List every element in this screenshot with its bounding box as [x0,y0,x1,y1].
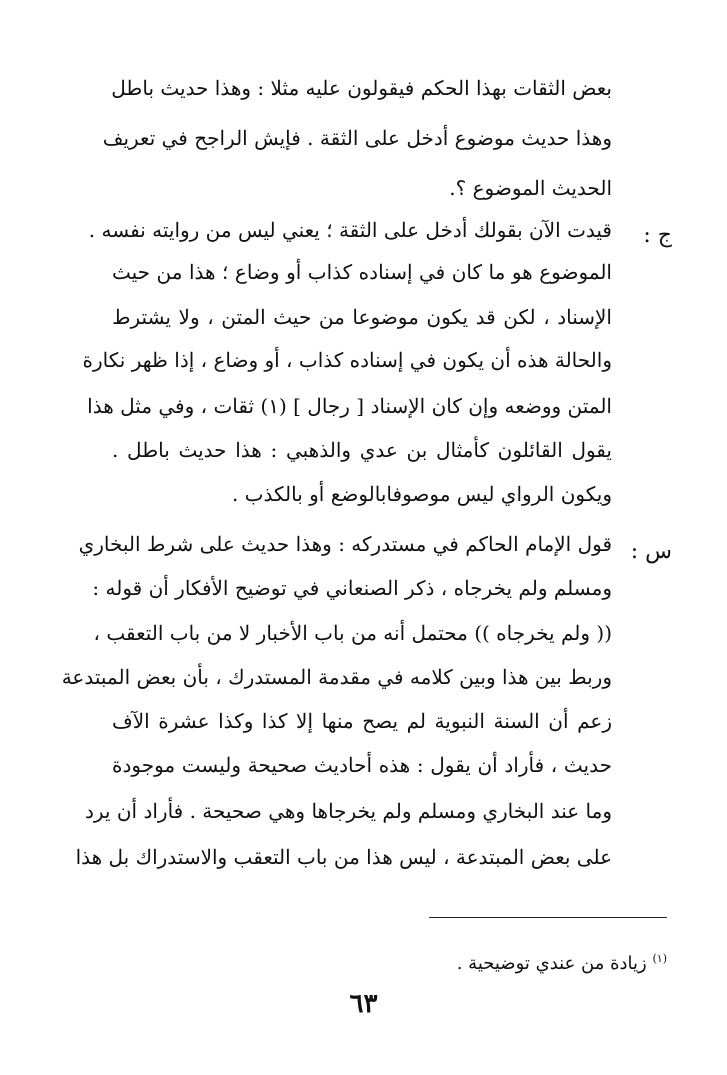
footnote-separator [429,917,667,918]
page-number: ٦٣ [349,989,378,1019]
body-line-4: قيدت الآن بقولك أدخل على الثقة ؛ يعني ليس من روايته نفسه . [88,218,612,242]
body-line-18: على بعض المبتدعة ، ليس هذا من باب التعقب والاستدراك بل هذا [75,845,612,869]
answer-marker: ج : [643,223,672,248]
footnote-text: زيادة من عندي توضيحية . [456,953,647,974]
body-line-7: والحالة هذه أن يكون في إسناده كذاب ، أو وضاع ، إذا ظهر نكارة [82,348,612,372]
body-line-17: وما عند البخاري ومسلم ولم يخرجاها وهي صحيحة . فأراد أن يرد [84,799,612,823]
body-line-2: وهذا حديث موضوع أدخل على الثقة . فإيش الراجح في تعريف [102,126,612,150]
body-line-5: الموضوع هو ما كان في إسناده كذاب أو وضاع ؛ هذا من حيث [112,260,612,284]
body-line-1: بعض الثقات بهذا الحكم فيقولون عليه مثلا : وهذا حديث باطل [111,76,612,100]
body-line-11: قول الإمام الحاكم في مستدركه : وهذا حديث على شرط البخاري [78,532,612,556]
body-line-9: يقول القائلون كأمثال بن عدي والذهبي : هذا حديث باطل . [112,438,612,462]
body-line-3: الحديث الموضوع ؟. [449,176,612,200]
body-line-6: الإسناد ، لكن قد يكون موضوعا من حيث المتن ، ولا يشترط [112,305,612,329]
footnote-ref: (١) [652,952,667,965]
body-line-16: حديث ، فأراد أن يقول : هذه أحاديث صحيحة وليست موجودة [112,753,612,777]
question-marker: س : [630,539,672,564]
body-line-12: ومسلم ولم يخرجاه ، ذكر الصنعاني في توضيح الأفكار أن قوله : [92,576,612,600]
body-line-8: المتن ووضعه وإن كان الإسناد [ رجال ] (١) ثقات ، وفي مثل هذا [87,394,612,418]
footnote [457,946,667,977]
body-line-13: (( ولم يخرجاه )) محتمل أنه من باب الأخبار لا من باب التعقب ، [93,621,612,645]
body-line-15: زعم أن السنة النبوية لم يصح منها إلا كذا وكذا عشرة الآف [112,709,612,733]
body-line-14: وربط بين هذا وبين كلامه في مقدمة المستدرك ، بأن بعض المبتدعة [61,665,612,689]
body-line-10: ويكون الرواي ليس موصوفابالوضع أو بالكذب . [231,482,612,506]
